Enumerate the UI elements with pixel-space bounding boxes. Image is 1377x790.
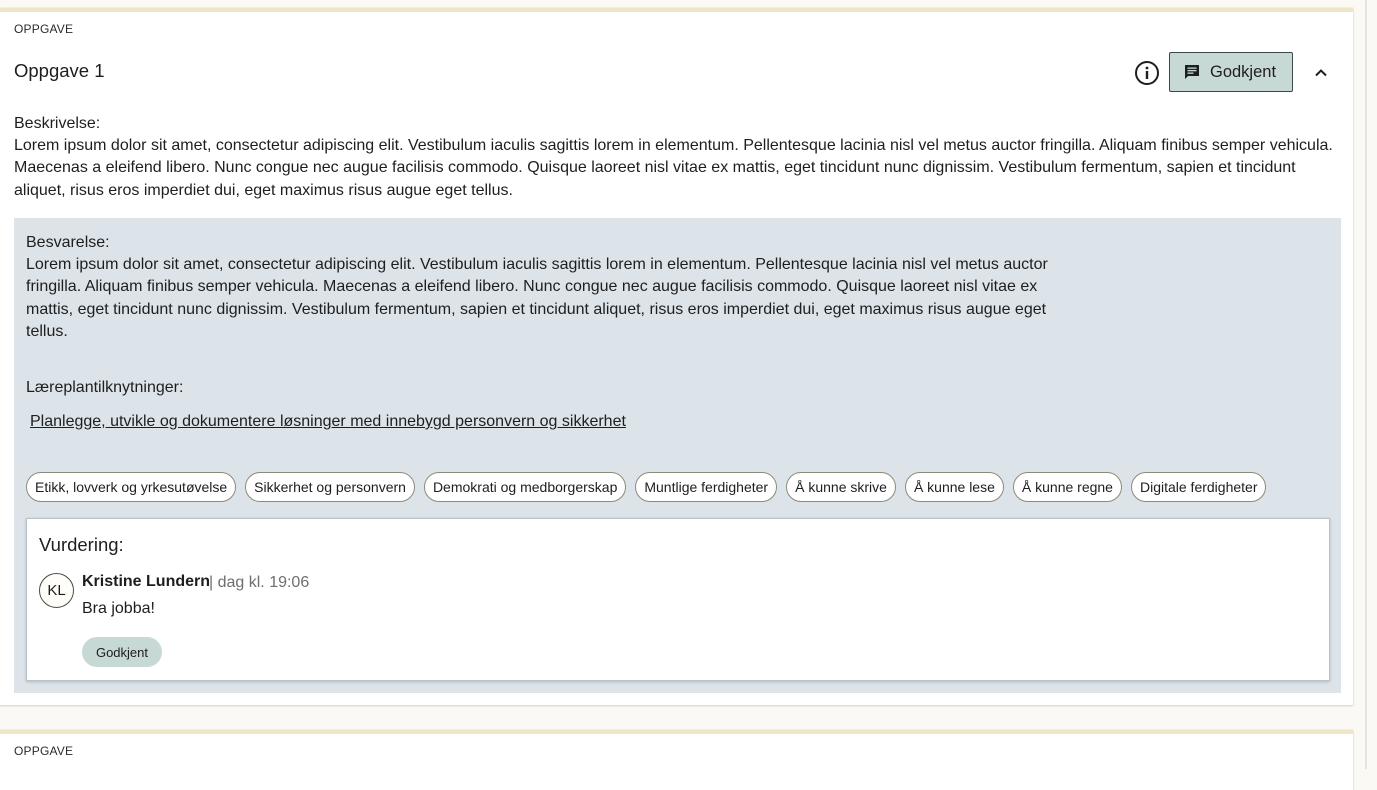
description-label: Beskrivelse: bbox=[14, 115, 101, 132]
tag-chip[interactable]: Demokrati og medborgerskap bbox=[424, 472, 626, 502]
info-circle-icon bbox=[1134, 60, 1160, 86]
tag-chip[interactable]: Å kunne lese bbox=[905, 472, 1004, 502]
chevron-up-icon bbox=[1313, 65, 1329, 81]
scrollbar-track[interactable] bbox=[1365, 0, 1367, 769]
curriculum-label: Læreplantilknytninger: bbox=[26, 379, 184, 396]
tag-chip[interactable]: Digitale ferdigheter bbox=[1131, 472, 1267, 502]
curriculum-link[interactable]: Planlegge, utvikle og dokumentere løsninger med innebygd personvern og sikkerhet bbox=[30, 413, 626, 430]
task-card bbox=[0, 8, 1353, 705]
tag-chip[interactable]: Sikkerhet og personvern bbox=[245, 472, 415, 502]
description-text: Lorem ipsum dolor sit amet, consectetur adipiscing elit. Vestibulum iaculis sagittis lorem in elementum. Pellentesque lacinia nisl vel metus auctor fringilla. Aliquam finibus semper vehicula. Maecenas a eleifend libero. Nunc congue nec augue facilisis commodo. Quisque laoreet nisl vitae ex mattis, eget tincidunt nunc dignissim. Vestibulum fermentum, sapien et tincidunt aliquet, risus eros imperdiet dui, eget maximus risus augue eget tellus. bbox=[14, 137, 1333, 199]
tag-chip[interactable]: Å kunne skrive bbox=[786, 472, 896, 502]
status-badge: Godkjent bbox=[82, 637, 162, 667]
tag-chip[interactable]: Etikk, lovverk og yrkesutøvelse bbox=[26, 472, 236, 502]
tag-list bbox=[26, 472, 1266, 502]
tag-chip[interactable]: Å kunne regne bbox=[1013, 472, 1122, 502]
author-name: Kristine Lundern bbox=[82, 573, 211, 590]
task-card bbox=[0, 730, 1353, 790]
task-overline: OPPGAVE bbox=[14, 744, 74, 758]
assessment-card bbox=[26, 518, 1330, 681]
task-overline: OPPGAVE bbox=[14, 22, 74, 36]
avatar: KL bbox=[39, 573, 74, 608]
answer-text: Lorem ipsum dolor sit amet, consectetur adipiscing elit. Vestibulum iaculis sagittis lorem in elementum. Pellentesque lacinia nisl vel metus auctor fringilla. Aliquam finibus semper vehicula. Maecenas a eleifend libero. Nunc congue nec augue facilisis commodo. Quisque laoreet nisl vitae ex mattis, eget tincidunt nunc dignissim. Vestibulum fermentum, sapien et tincidunt aliquet, risus eros imperdiet dui, eget maximus risus augue eget tellus. bbox=[26, 256, 1048, 340]
task-title: Oppgave 1 bbox=[14, 60, 105, 81]
tag-chip[interactable]: Muntlige ferdigheter bbox=[635, 472, 777, 502]
info-button[interactable] bbox=[1133, 59, 1160, 86]
answer-label: Besvarelse: bbox=[26, 234, 110, 251]
collapse-button[interactable] bbox=[1308, 60, 1334, 86]
answer-panel bbox=[14, 218, 1341, 693]
comment-text: Bra jobba! bbox=[82, 600, 155, 617]
status-button-label: Godkjent bbox=[1210, 62, 1277, 81]
status-button[interactable] bbox=[1169, 52, 1293, 92]
comment-timestamp: | dag kl. 19:06 bbox=[209, 574, 310, 591]
comment-icon bbox=[1183, 63, 1201, 81]
assessment-title: Vurdering: bbox=[39, 534, 124, 555]
